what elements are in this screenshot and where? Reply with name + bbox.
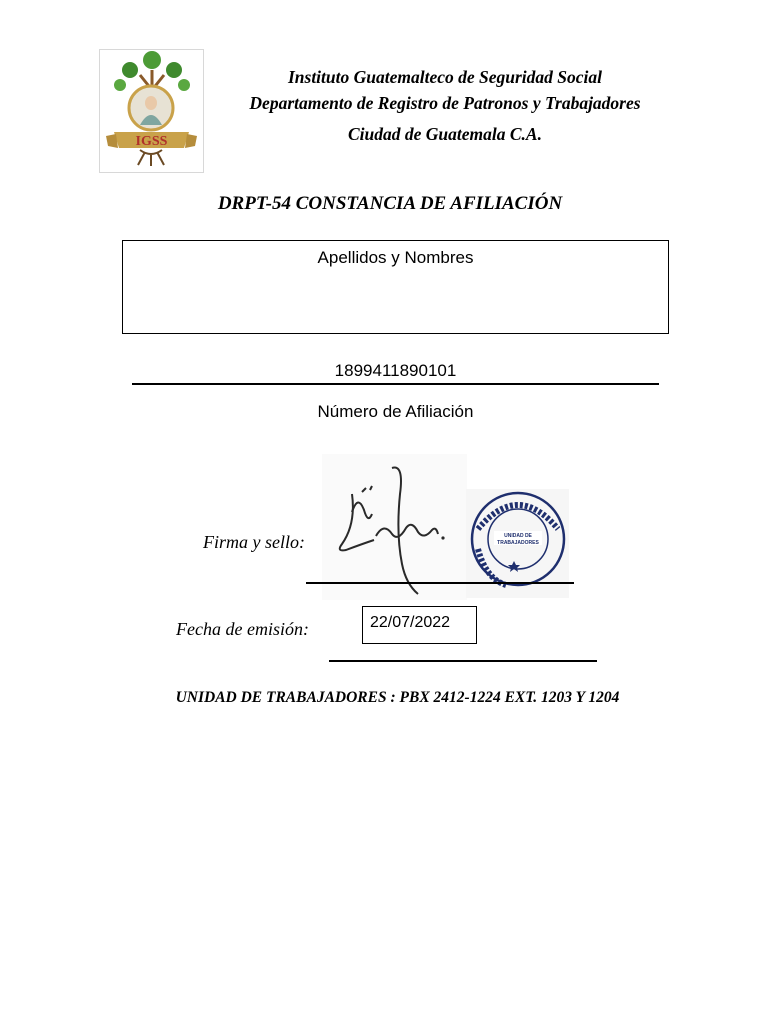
name-label: Apellidos y Nombres	[317, 248, 474, 267]
affiliation-label: Número de Afiliación	[317, 402, 474, 421]
igss-logo	[99, 49, 204, 173]
signature-line	[306, 582, 574, 584]
issue-date-label: Fecha de emisión:	[176, 619, 309, 639]
city-name: Ciudad de Guatemala C.A.	[348, 124, 542, 144]
signature-label: Firma y sello:	[203, 532, 305, 552]
signature-image	[322, 454, 467, 600]
department-name: Departamento de Registro de Patronos y Trabajadores	[249, 93, 641, 113]
affiliation-underline	[132, 383, 659, 385]
affiliation-number: 1899411890101	[334, 361, 457, 380]
svg-text:TRABAJADORES: TRABAJADORES	[497, 540, 539, 546]
footer-contact: UNIDAD DE TRABAJADORES : PBX 2412-1224 EXT. 1203 Y 1204	[175, 689, 620, 706]
svg-text:UNIDAD DE: UNIDAD DE	[504, 533, 532, 539]
institution-name: Instituto Guatemalteco de Seguridad Social	[287, 67, 603, 87]
issue-date-line	[329, 660, 597, 662]
logo-text: IGSS	[135, 134, 168, 149]
document-title: DRPT-54 CONSTANCIA DE AFILIACIÓN	[217, 193, 563, 214]
issue-date-value: 22/07/2022	[370, 614, 451, 631]
